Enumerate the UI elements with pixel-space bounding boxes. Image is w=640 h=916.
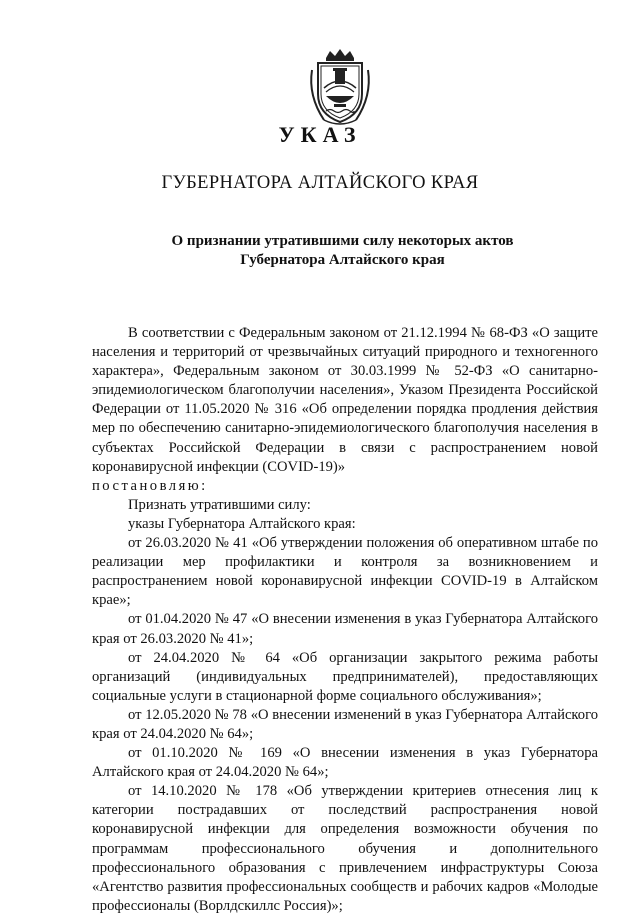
list-item: от 01.04.2020 № 47 «О внесении изменения в указ Губернатора Алтайского края от 26.03.2020 № 41»; bbox=[92, 611, 598, 647]
decree-issuer: ГУБЕРНАТОРА АЛТАЙСКОГО КРАЯ bbox=[161, 173, 479, 193]
list-item: от 24.04.2020 № 64 «Об организации закрытого режима работы организаций (индивидуальных предпринимателей), предоставляющих социальные услуги в стационарной форме социального обслуживания»; bbox=[92, 649, 598, 704]
list-item: от 01.10.2020 № 169 «О внесении изменения в указ Губернатора Алтайского края от 24.04.2020 № 64»; bbox=[92, 745, 598, 781]
decree-title: УКАЗ bbox=[278, 122, 362, 147]
list-item: от 12.05.2020 № 78 «О внесении изменений в указ Губернатора Алтайского края от 24.04.2020 № 64»; bbox=[92, 706, 598, 742]
decree-heading bbox=[80, 232, 605, 270]
heading-line-2: Губернатора Алтайского края bbox=[240, 252, 445, 268]
list-item: от 26.03.2020 № 41 «Об утверждении положения об оперативном штабе по реализации мер профилактики и контроля за возникновением и распространением новой коронавирусной инфекции COVID-19 в Алтайском крае»; bbox=[92, 535, 598, 609]
acts-intro-paragraph: указы Губернатора Алтайского края: bbox=[128, 515, 356, 532]
intro-paragraph: В соответствии с Федеральным законом от 21.12.1994 № 68-ФЗ «О защите населения и территорий от чрезвычайных ситуаций природного и техногенного характера», Федеральным законом от 30.03.1999 № 52-ФЗ «О санитарно-эпидемиологическом благополучии населения», Указом Президента Российской Федерации от 11.05.2020 № 316 «Об определении порядка продления действия мер по обеспечению санитарно-эпидемиологического благополучия населения в субъектах Российской Федерации в связи с распространением новой коронавирусной инфекции (COVID-19)» bbox=[92, 325, 598, 475]
coat-of-arms-icon bbox=[304, 48, 376, 128]
heading-line-1: О признании утратившими силу некоторых актов bbox=[171, 233, 514, 249]
decree-word: постановляю: bbox=[92, 477, 208, 494]
decree-body bbox=[92, 324, 598, 916]
recognize-paragraph: Признать утратившими силу: bbox=[128, 496, 311, 513]
coat-of-arms-emblem bbox=[304, 48, 376, 128]
list-item: от 14.10.2020 № 178 «Об утверждении критериев отнесения лиц к категории пострадавших от последствий распространения новой коронавирусной инфекции для определения возможности обучения по программам профессионального обучения и дополнительного профессионального образования с привлечением инфраструктуры Союза «Агентство развития профессиональных сообществ и рабочих кадров «Молодые профессионалы (Ворлдскиллс Россия)»; bbox=[92, 783, 598, 914]
